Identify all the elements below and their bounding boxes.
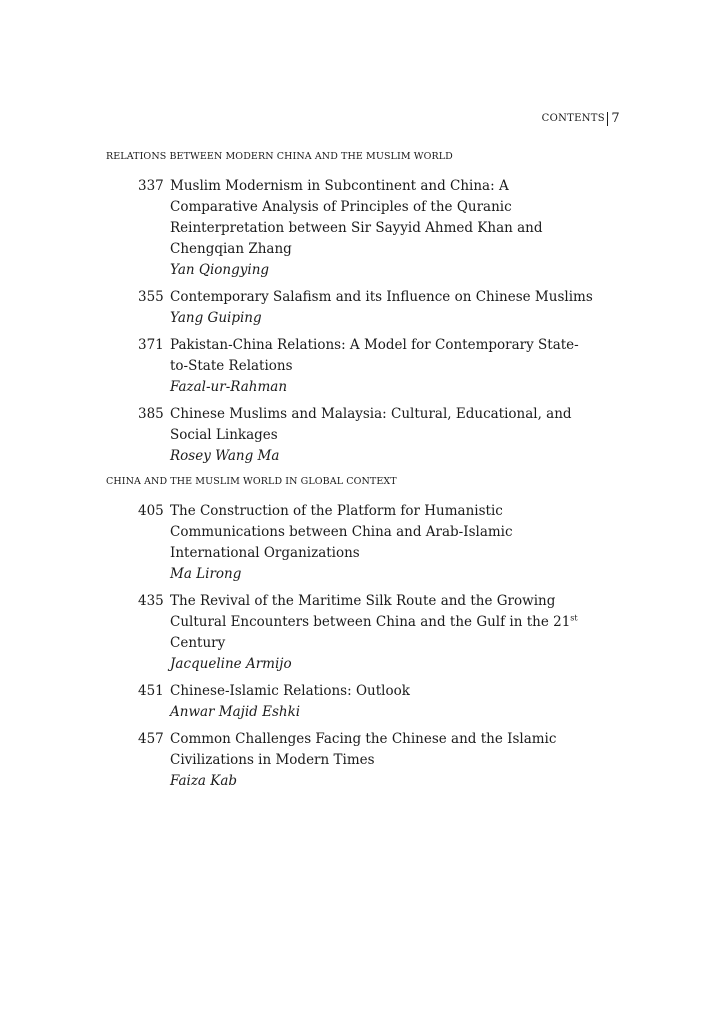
entry-title: Pakistan-China Relations: A Model for Contemporary State-to-State Relations bbox=[170, 337, 579, 374]
toc-entry bbox=[106, 335, 626, 398]
entry-title: Muslim Modernism in Subcontinent and China: A Comparative Analysis of Principles of the Quranic Reinterpretation between Sir Sayyid Ahmed Khan and Chengqian Zhang bbox=[170, 178, 543, 257]
entry-page-number: 457 bbox=[138, 731, 164, 747]
entry-page-number: 435 bbox=[138, 593, 164, 609]
entry-title bbox=[170, 591, 590, 654]
entry-author: Yang Guiping bbox=[170, 310, 262, 326]
header-divider bbox=[607, 112, 609, 126]
entry-title: Common Challenges Facing the Chinese and the Islamic Civilizations in Modern Times bbox=[170, 731, 557, 768]
entry-title-text: The Revival of the Maritime Silk Route and the Growing Cultural Encounters between China and the Gulf in the 21 bbox=[170, 593, 571, 630]
entry-page-number: 405 bbox=[138, 503, 164, 519]
entry-author: Faiza Kab bbox=[170, 773, 238, 789]
entry-author: Fazal-ur-Rahman bbox=[170, 379, 288, 395]
entry-author: Jacqueline Armijo bbox=[170, 656, 292, 672]
ordinal-suffix: st bbox=[570, 613, 578, 623]
page-number: 7 bbox=[611, 111, 620, 126]
entry-author: Rosey Wang Ma bbox=[170, 448, 280, 464]
entry-title: Contemporary Salafism and its Influence on Chinese Muslims bbox=[170, 289, 593, 305]
toc-entry bbox=[106, 287, 626, 329]
entry-author: Ma Lirong bbox=[170, 566, 242, 582]
table-of-contents bbox=[106, 150, 626, 798]
running-header bbox=[542, 111, 620, 126]
toc-entry bbox=[106, 501, 626, 585]
entry-title-tail: Century bbox=[170, 635, 226, 651]
toc-entry bbox=[106, 176, 626, 281]
entry-page-number: 385 bbox=[138, 406, 164, 422]
section-heading: RELATIONS BETWEEN MODERN CHINA AND THE MUSLIM WORLD bbox=[106, 151, 453, 162]
toc-entry bbox=[106, 404, 626, 467]
section-heading: CHINA AND THE MUSLIM WORLD IN GLOBAL CONTEXT bbox=[106, 476, 397, 487]
toc-entry bbox=[106, 591, 626, 675]
entry-page-number: 337 bbox=[138, 178, 164, 194]
header-label: CONTENTS bbox=[541, 113, 605, 124]
entry-author: Anwar Majid Eshki bbox=[170, 704, 301, 720]
toc-entry bbox=[106, 681, 626, 723]
entry-author: Yan Qiongying bbox=[170, 262, 270, 278]
entry-title: Chinese-Islamic Relations: Outlook bbox=[170, 683, 410, 699]
toc-entry bbox=[106, 729, 626, 792]
entry-page-number: 355 bbox=[138, 289, 164, 305]
entry-title: The Construction of the Platform for Humanistic Communications between China and Arab-Islamic International Organizations bbox=[170, 503, 513, 561]
entry-title: Chinese Muslims and Malaysia: Cultural, Educational, and Social Linkages bbox=[170, 406, 572, 443]
entry-page-number: 451 bbox=[138, 683, 164, 699]
entry-page-number: 371 bbox=[138, 337, 164, 353]
